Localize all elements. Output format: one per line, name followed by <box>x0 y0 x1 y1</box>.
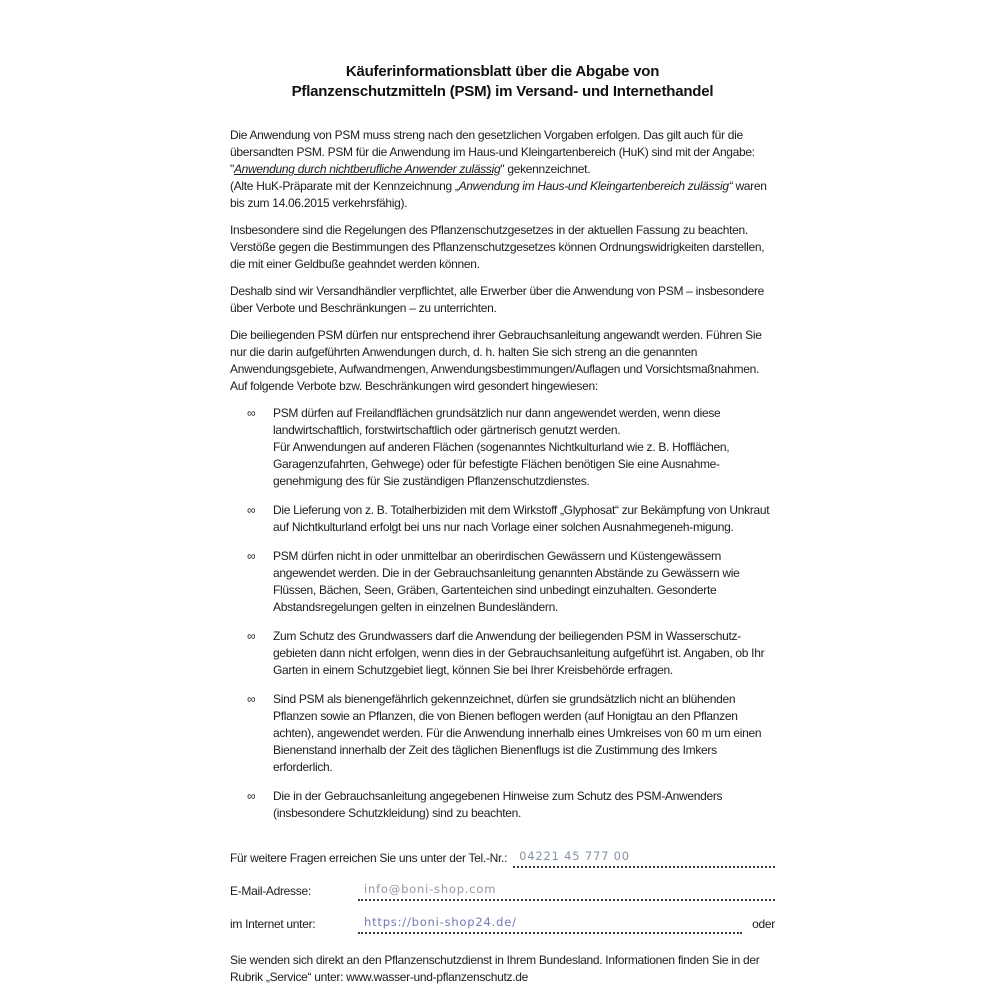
web-label: im Internet unter: <box>230 917 316 931</box>
list-item-glyphosat <box>247 502 775 536</box>
list-item-text: PSM dürfen nicht in oder unmittelbar an oberirdischen Gewässern und Küstengewässern angewendet werden. Die in der Gebrauchsanleitung genannten Abstände zu Gewässern wie Flüssen, Bächen, Seen, Gräben, Gartenteichen sind unbedingt einzuhalten. Gesonderte Abstandsregelungen gelten in einzelnen Bundesländern. <box>273 549 740 614</box>
contact-section <box>230 842 775 934</box>
intro-text-after: " gekennzeichnet. <box>500 162 591 176</box>
email-label: E-Mail-Adresse: <box>230 884 311 898</box>
web-dotted-line <box>358 908 742 934</box>
bullet-list <box>230 405 775 822</box>
page-title-line1: Käuferinformationsblatt über die Abgabe von <box>345 63 660 80</box>
web-url-value[interactable]: https://boni-shop24.de/ <box>364 915 517 929</box>
contact-row-email <box>230 875 775 901</box>
document-content <box>230 62 775 998</box>
tel-number-value[interactable]: 04221 45 777 00 <box>519 849 630 863</box>
infinity-bullet-icon: ∞ <box>247 692 256 706</box>
email-value[interactable]: info@boni-shop.com <box>364 882 497 896</box>
contact-row-tel <box>230 842 775 868</box>
page-title <box>230 62 775 102</box>
old-huk-note-after: waren bis zum 14.06.2015 verkehrsfähig). <box>230 179 767 210</box>
intro-text: Die Anwendung von PSM muss streng nach den gesetzlichen Vorgaben erfolgen. Das gilt auch für die übersandten PSM. PSM für die Anwendung im Haus-und Kleingartenbereich (HuK) sind mit der Angabe: " <box>230 128 755 176</box>
web-suffix-oder: oder <box>752 917 775 931</box>
paragraph-usage: Die beiliegenden PSM dürfen nur entsprechend ihrer Gebrauchsanleitung angewandt werden. Führen Sie nur die darin aufgeführten Anwendungen durch, d. h. halten Sie sich streng an die genannten Anwendungsgebiete, Aufwandmengen, Anwendungsbestimmungen/Auflagen und Vorsichtsmaßnahmen. Auf folgende Verbote bzw. Beschränkungen wird gesondert hingewiesen: <box>230 328 762 393</box>
list-item-text: Die in der Gebrauchsanleitung angegebenen Hinweise zum Schutz des PSM-Anwenders (insbesondere Schutzkleidung) sind zu beachten. <box>273 789 723 820</box>
old-huk-note: (Alte HuK-Präparate mit der Kennzeichnung „ <box>230 179 459 193</box>
paragraph-regulations: Insbesondere sind die Regelungen des Pflanzenschutzgesetzes in der aktuellen Fassung zu beachten. Verstöße gegen die Bestimmungen des Pflanzenschutzgesetzes können Ordnungswidrigkeiten darstellen, die mit einer Geldbuße geahndet werden können. <box>230 223 765 271</box>
page-title-line2: Pflanzenschutzmitteln (PSM) im Versand- und Internethandel <box>291 83 714 100</box>
huk-label-quote: Anwendung durch nichtberufliche Anwender zulässig <box>233 162 501 176</box>
list-item-grundwasser <box>247 628 775 679</box>
paragraph-obligation: Deshalb sind wir Versandhändler verpflichtet, alle Erwerber über die Anwendung von PSM – insbesondere über Verbote und Beschränkungen – zu unterrichten. <box>230 284 765 315</box>
tel-label: Für weitere Fragen erreichen Sie uns unter der Tel.-Nr.: <box>230 851 508 865</box>
list-item-text: Zum Schutz des Grundwassers darf die Anwendung der beiliegenden PSM in Wasserschutz-gebieten dann nicht erfolgen, wenn dies in der Gebrauchsanleitung aufgeführt ist. Angaben, ob Ihr Garten in einem Schutzgebiet liegt, können Sie bei Ihrer Kreisbehörde erfragen. <box>273 629 765 677</box>
list-item-bienen <box>247 691 775 776</box>
email-dotted-line <box>358 875 775 901</box>
infinity-bullet-icon: ∞ <box>247 549 256 563</box>
infinity-bullet-icon: ∞ <box>247 629 256 643</box>
infinity-bullet-icon: ∞ <box>247 503 256 517</box>
list-item-schutzkleidung <box>247 788 775 822</box>
list-item-text: PSM dürfen auf Freilandflächen grundsätzlich nur dann angewendet werden, wenn diese landwirtschaftlich, forstwirtschaftlich oder gärtnerisch genutzt werden. <box>273 406 721 437</box>
contact-row-web <box>230 908 775 934</box>
tel-dotted-line <box>513 842 775 868</box>
list-item-text: Sind PSM als bienengefährlich gekennzeichnet, dürfen sie grundsätzlich nicht an blühenden Pflanzen sowie an Pflanzen, die von Bienen beflogen werden (auf Honigtau an den Pflanzen achten), angewendet werden. Für die Anwendung innerhalb eines Umkreises von 60 m um einen Bienenstand innerhalb der Zeit des täglichen Bienenflugs ist die Zustimmung des Imkers erforderlich. <box>273 692 762 774</box>
footer-note: Sie wenden sich direkt an den Pflanzenschutzdienst in Ihrem Bundesland. Informationen finden Sie in der Rubrik „Service“ unter: www.wasser-und-pflanzenschutz.de <box>230 953 760 984</box>
list-item-text: Die Lieferung von z. B. Totalherbiziden mit dem Wirkstoff „Glyphosat“ zur Bekämpfung von Unkraut auf Nichtkulturland erfolgt bei uns nur nach Vorlage einer solchen Ausnahmegeneh-migung. <box>273 503 770 534</box>
old-huk-note-quote: Anwendung im Haus-und Kleingartenbereich zulässig“ <box>458 179 733 193</box>
infinity-bullet-icon: ∞ <box>247 789 256 803</box>
list-item-text: Für Anwendungen auf anderen Flächen (sogenanntes Nichtkulturland wie z. B. Hofflächen, Garagenzufahrten, Gehwege) oder für befestigte Flächen benötigen Sie eine Ausnahme-genehmigung des für Sie zuständigen Pflanzenschutzdienstes. <box>273 440 730 488</box>
paragraph-intro <box>230 127 775 212</box>
infinity-bullet-icon: ∞ <box>247 406 256 420</box>
list-item-freiland <box>247 405 775 490</box>
list-item-gewaesser <box>247 548 775 616</box>
